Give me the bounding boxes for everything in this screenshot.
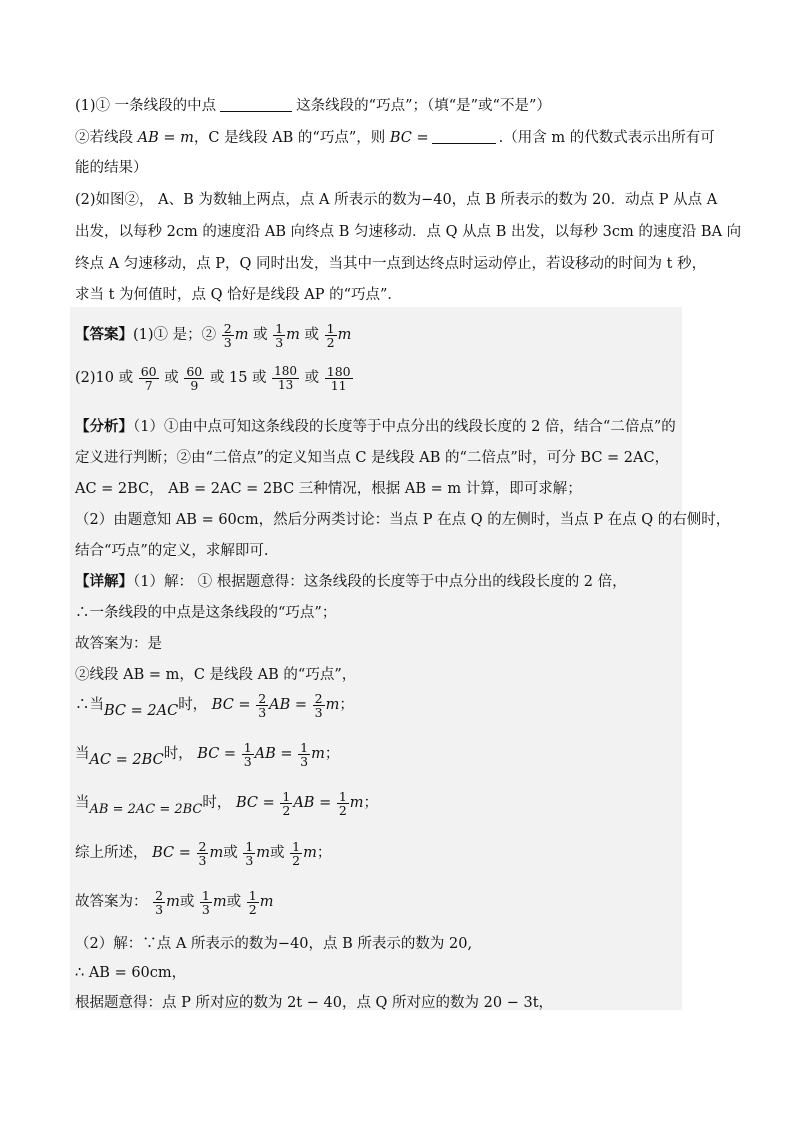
fraction: $\frac{2}{3}$: [314, 690, 323, 720]
q1-line-3: 能的结果）: [75, 160, 148, 176]
analysis-line-2: 定义进行判断；②由“二倍点”的定义知当点 C 是线段 AB 的“二倍点”时，可分 BC = 2AC，: [75, 450, 670, 466]
analysis-line-3: AC = 2BC， AB = 2AC = 2BC 三种情况，根据 AB = m 计算，即可求解；: [75, 481, 582, 497]
fraction: $\frac{2}{3}$: [155, 887, 164, 917]
fraction: $\frac{1}{2}$: [248, 887, 257, 917]
part2-line-1: （2）解：∵点 A 所表示的数为−40，点 B 所表示的数为 20,: [75, 936, 473, 952]
case-1-line: ∴当BC = 2AC时， BC = $\frac{2}{3}$ AB = $\frac{2}{3}$ m；: [75, 690, 354, 720]
detail-line-1: 【详解】（1）解： ① 根据题意得：这条线段的长度等于中点分出的线段长度的 2 倍，: [75, 573, 627, 590]
fraction: $\frac{180}{11}$: [326, 363, 351, 393]
answer-label: 【答案】: [75, 326, 133, 343]
detail-line-4: ②线段 AB = m，C 是线段 AB 的“巧点”，: [75, 667, 357, 683]
fraction: $\frac{2}{3}$: [198, 838, 207, 868]
summary-answer-line: 故答案为： $\frac{2}{3}$ m或 $\frac{1}{3}$ m或 $\frac{1}{2}$ m: [75, 887, 274, 917]
analysis-line-1: 【分析】（1）①由中点可知这条线段的长度等于中点分出的线段长度的 2 倍，结合“二倍点”的: [75, 418, 676, 435]
detail-line-3: 故答案为：是: [75, 636, 162, 652]
fraction: $\frac{60}{9}$: [186, 363, 203, 393]
analysis-line-5: 结合“巧点”的定义，求解即可.: [75, 543, 269, 559]
analysis-label: 【分析】: [75, 418, 133, 435]
answer-line-2: (2)10 或 $\frac{60}{7}$ 或 $\frac{60}{9}$ 或 15 或 $\frac{180}{13}$ 或 $\frac{180}{11}$: [75, 363, 351, 393]
q2-line-3: 终点 A 匀速移动，点 P，Q 同时出发，当其中一点到达终点时运动停止，若设移动的时间为 t 秒，: [75, 256, 707, 272]
fraction: $\frac{1}{2}$: [282, 788, 291, 818]
q2-line-1: (2)如图②， A、B 为数轴上两点，点 A 所表示的数为−40，点 B 所表示的数为 20．动点 P 从点 A: [75, 192, 718, 208]
q1-line-2: ②若线段 AB = m，C 是线段 AB 的“巧点”，则 BC = .（用含 m 的代数式表示出所有可: [75, 130, 715, 146]
answer-blank-1: [220, 97, 292, 112]
fraction: $\frac{1}{2}$: [338, 788, 347, 818]
fraction: $\frac{180}{13}$: [274, 363, 298, 392]
fraction: $\frac{1}{3}$: [300, 739, 309, 769]
fraction: $\frac{2}{3}$: [223, 320, 232, 350]
fraction: $\frac{60}{7}$: [140, 363, 157, 393]
case-2-line: 当AC = 2BC时， BC = $\frac{1}{3}$ AB = $\frac{1}{3}$ m；: [75, 739, 340, 769]
fraction: $\frac{1}{3}$: [275, 320, 284, 350]
q2-line-2: 出发，以每秒 2cm 的速度沿 AB 向终点 B 匀速移动．点 Q 从点 B 出发，以每秒 3cm 的速度沿 BA 向: [75, 224, 742, 240]
summary-line: 综上所述， BC = $\frac{2}{3}$ m或 $\frac{1}{3}$ m或 $\frac{1}{2}$ m；: [75, 838, 332, 868]
part2-line-2: ∴ AB = 60cm，: [75, 965, 187, 981]
fraction: $\frac{1}{2}$: [326, 320, 335, 350]
detail-line-2: ∴一条线段的中点是这条线段的“巧点”；: [75, 605, 337, 621]
fraction: $\frac{1}{2}$: [292, 838, 301, 868]
answer-blank-2: [432, 129, 496, 144]
answer-line-1: 【答案】(1)① 是；② $\frac{2}{3}$ m 或 $\frac{1}{3}$ m 或 $\frac{1}{2}$ m: [75, 320, 352, 350]
q2-line-4: 求当 t 为何值时，点 Q 恰好是线段 AP 的“巧点”．: [75, 287, 402, 303]
fraction: $\frac{1}{3}$: [201, 887, 210, 917]
case-3-line: 当AB = 2AC = 2BC时， BC = $\frac{1}{2}$ AB = $\frac{1}{2}$ m；: [75, 788, 379, 818]
part2-line-3: 根据题意得：点 P 所对应的数为 2t − 40，点 Q 所对应的数为 20 − 3t，: [75, 995, 554, 1011]
fraction: $\frac{2}{3}$: [258, 690, 267, 720]
analysis-line-4: （2）由题意知 AB = 60cm，然后分两类讨论：当点 P 在点 Q 的左侧时，当点 P 在点 Q 的右侧时，: [75, 512, 731, 528]
fraction: $\frac{1}{3}$: [245, 838, 254, 868]
fraction: $\frac{1}{3}$: [243, 739, 252, 769]
detail-label: 【详解】: [75, 573, 133, 590]
q1-line-1: (1)① 一条线段的中点 这条线段的“巧点”；（填“是”或“不是”）: [75, 98, 551, 114]
